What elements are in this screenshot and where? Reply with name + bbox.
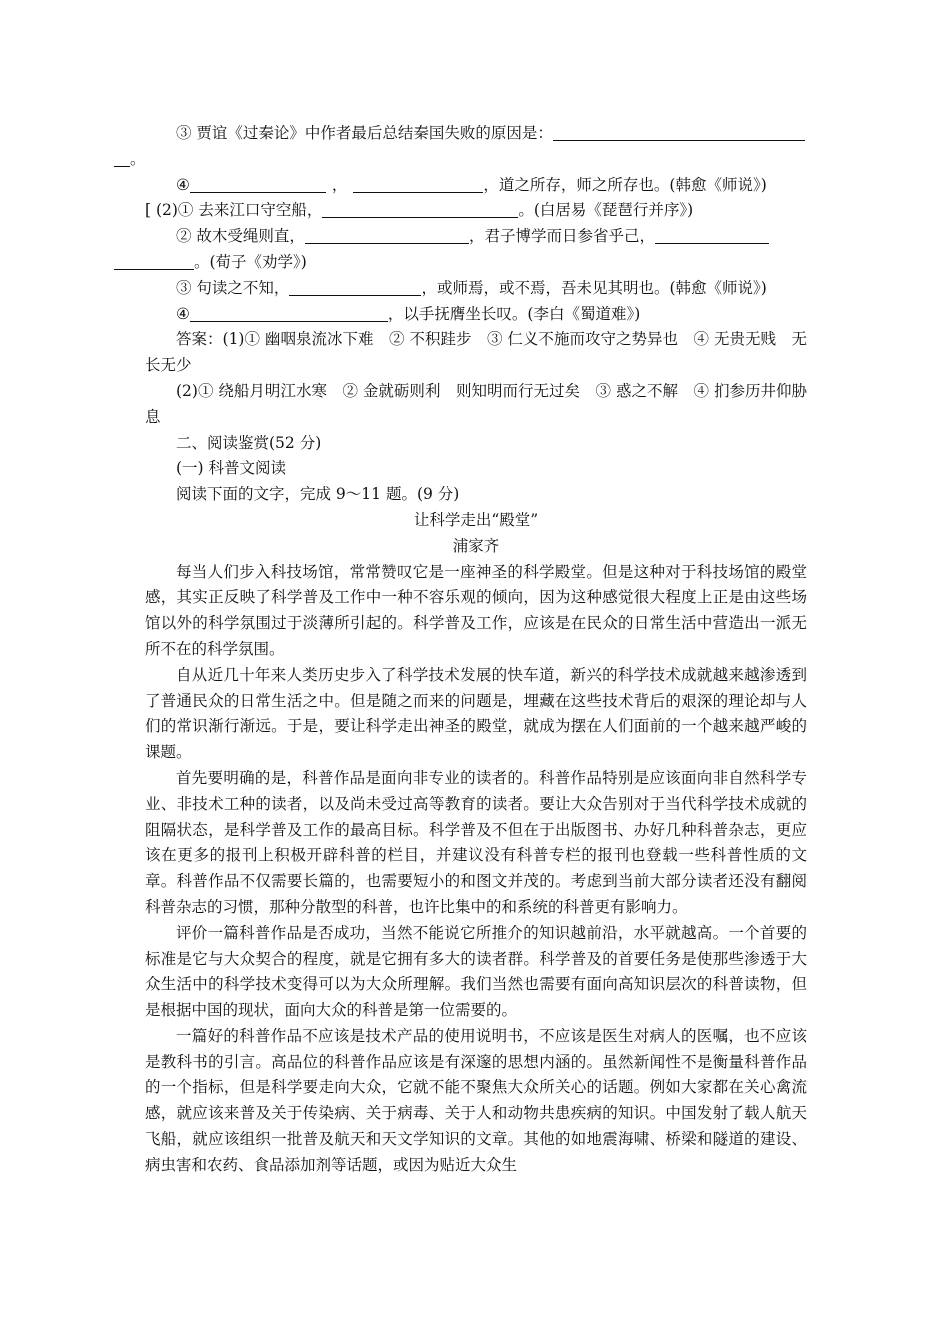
question-suffix: 。(荀子《劝学》) <box>194 252 307 271</box>
question-text: ④ <box>176 175 190 194</box>
question-1-4 <box>145 173 807 199</box>
answer-blank[interactable] <box>322 200 518 218</box>
question-text: ，君子博学而日参省乎己， <box>468 227 655 246</box>
question-suffix: ，道之所存，师之所存也。(韩愈《师说》) <box>483 175 767 194</box>
question-text: ② 故木受绳则直， <box>176 227 305 246</box>
section-instruction: 阅读下面的文字，完成 9～11 题。(9 分) <box>176 485 460 504</box>
question-2-4 <box>145 302 807 328</box>
question-text: ③ 贾谊《过秦论》中作者最后总结秦国失败的原因是： <box>176 124 553 142</box>
article-paragraph: 首先要明确的是，科普作品是面向非专业的读者的。科普作品特别是应该面向非自然科学专业、非技术工种的读者，以及尚未受过高等教育的读者。要让大众告别对于当代科学技术成就的阻隔状态，是科学普及工作的最高目标。科学普及不但在于出版图书、办好几种科普杂志，更应该在更多的报刊上积极开辟科普的栏目，并建议没有科普专栏的报刊也登载一些科普性质的文章。科普作品不仅需要长篇的，也需要短小的和图文并茂的。考虑到当前大部分读者还没有翻阅科普杂志的习惯，那种分散型的科普，也许比集中的和系统的科普更有影响力。 <box>145 768 807 916</box>
question-suffix: ，以手抚膺坐长叹。(李白《蜀道难》) <box>387 304 641 323</box>
answer-blank[interactable] <box>114 252 194 270</box>
question-text: ④ <box>176 304 190 323</box>
answer-blank[interactable] <box>190 304 388 322</box>
article-paragraph: 自从近几十年来人类历史步入了科学技术发展的快车道，新兴的科学技术成就越来越渗透到了普通民众的日常生活之中。但是随之而来的问题是，埋藏在这些技术背后的艰深的理论却与人们的常识渐行渐远。于是，要让科学走出神圣的殿堂，就成为摆在人们面前的一个越来越严峻的课题。 <box>145 665 807 762</box>
answer-blank[interactable] <box>190 175 326 193</box>
section-subheading: (一) 科普文阅读 <box>176 459 287 478</box>
answer-blank[interactable] <box>289 278 421 296</box>
question-1-3 <box>130 121 807 173</box>
section-heading: 二、阅读鉴赏(52 分) <box>176 433 322 452</box>
question-text: ③ 句读之不知， <box>176 278 290 297</box>
answer-blank[interactable] <box>305 226 469 244</box>
question-2-1 <box>145 198 807 224</box>
article-author: 浦家齐 <box>452 536 500 555</box>
question-suffix: 。(白居易《琵琶行并序》) <box>518 201 694 220</box>
answer-key-2: (2)① 绕船月明江水寒 ② 金就砺则利 则知明而行无过矣 ③ 惑之不解 ④ 扪参历井仰胁息 <box>145 381 807 426</box>
document-body <box>130 121 807 1179</box>
answer-blank[interactable] <box>655 226 769 244</box>
answer-blank[interactable] <box>553 123 805 141</box>
answer-blank[interactable] <box>353 175 483 193</box>
article-paragraph: 一篇好的科普作品不应该是技术产品的使用说明书，不应该是医生对病人的医嘱，也不应该是教科书的引言。高品位的科普作品应该是有深邃的思想内涵的。虽然新闻性不是衡量科普作品的一个指标，但是科学要走向大众，它就不能不聚焦大众所关心的话题。例如大家都在关心禽流感，就应该来普及关于传染病、关于病毒、关于人和动物共患疾病的知识。中国发射了载人航天飞船，就应该组织一批普及航天和天文学知识的文章。其他的如地震海啸、桥梁和隧道的建设、病虫害和农药、食品添加剂等话题，或因为贴近大众生 <box>145 1026 807 1174</box>
question-suffix: ，或师焉，或不焉，吾未见其明也。(韩愈《师说》) <box>421 278 767 297</box>
answer-blank[interactable] <box>114 149 130 167</box>
article-title: 让科学走出“殿堂” <box>413 510 539 529</box>
article-paragraph: 评价一篇科普作品是否成功，当然不能说它所推介的知识越前沿，水平就越高。一个首要的标准是它与大众契合的程度，就是它拥有多大的读者群。科学普及的首要任务是使那些渗透于大众生活中的科学技术变得可以为大众所理解。我们当然也需要有面向高知识层次的科普读物，但是根据中国的现状，面向大众的科普是第一位需要的。 <box>145 923 807 1020</box>
question-2-2 <box>145 224 807 276</box>
question-2-3 <box>145 276 807 302</box>
question-suffix: 。 <box>130 149 146 168</box>
question-text: [ (2)① 去来江口守空船， <box>145 201 323 220</box>
article-paragraph: 每当人们步入科技场馆，常常赞叹它是一座神圣的科学殿堂。但是这种对于科技场馆的殿堂感，其实正反映了科学普及工作中一种不容乐观的倾向，因为这种感觉很大程度上正是由这些场馆以外的科学氛围过于淡薄所引起的。科学普及工作，应该是在民众的日常生活中营造出一派无所不在的科学氛围。 <box>145 562 807 658</box>
answer-key-1: 答案：(1)① 幽咽泉流冰下难 ② 不积跬步 ③ 仁义不施而攻守之势异也 ④ 无贵无贱 无长无少 <box>145 330 807 375</box>
separator: ， <box>331 175 348 194</box>
